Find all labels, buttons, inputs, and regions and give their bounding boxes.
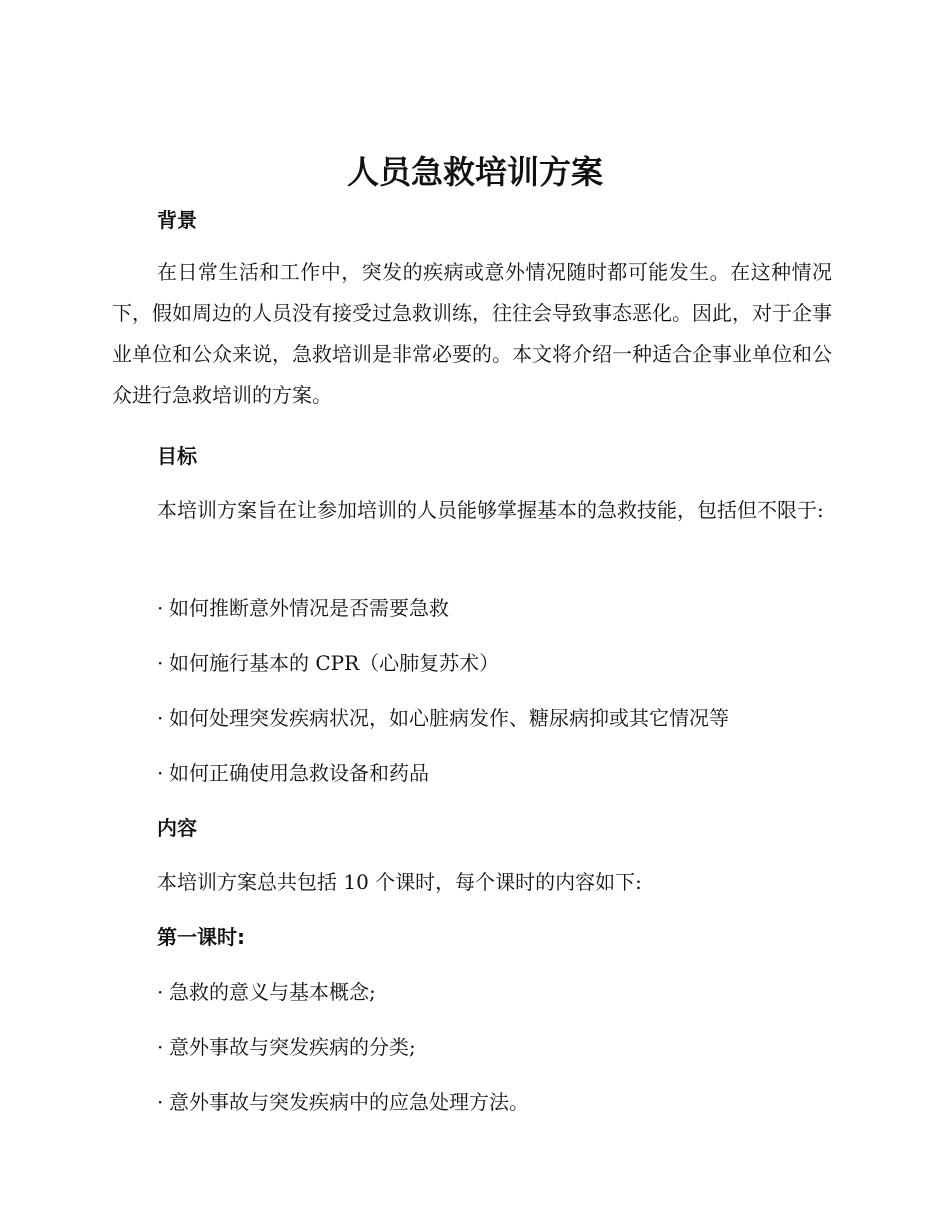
- lesson-bullet-item: [157, 978, 376, 1006]
- bullet-dot: ·: [157, 706, 164, 730]
- section-heading-goal: 目标: [157, 444, 197, 468]
- goal-bullet-text: 如何处理突发疾病状况，如心脏病发作、糖尿病抑或其它情况等: [169, 706, 729, 730]
- lesson-heading: 第一课时:: [157, 925, 245, 949]
- bullet-dot: ·: [157, 1035, 164, 1059]
- section-heading-content: 内容: [157, 816, 197, 840]
- bullet-dot: ·: [157, 1090, 164, 1114]
- content-intro: 本培训方案总共包括 10 个课时，每个课时的内容如下:: [157, 870, 642, 894]
- goal-bullet-item: [157, 594, 449, 622]
- bullet-dot: ·: [157, 761, 164, 785]
- background-paragraph: 在日常生活和工作中，突发的疾病或意外情况随时都可能发生。在这种情况下，假如周边的人员没有接受过急救训练，往往会导致事态恶化。因此，对于企事业单位和公众来说，急救培训是非常必要的。本文将介绍一种适合企事业单位和公众进行急救培训的方案。: [112, 260, 832, 407]
- lesson-bullet-text: 急救的意义与基本概念;: [169, 980, 376, 1004]
- lesson-bullet-item: [157, 1088, 529, 1116]
- bullet-dot: ·: [157, 980, 164, 1004]
- lesson-bullet-text: 意外事故与突发疾病的分类;: [169, 1035, 416, 1059]
- lesson-bullet-item: [157, 1033, 416, 1061]
- section-heading-background: 背景: [157, 208, 197, 232]
- document-title: 人员急救培训方案: [346, 153, 603, 191]
- goal-bullet-text: 如何正确使用急救设备和药品: [169, 761, 429, 785]
- goal-bullet-item: [157, 759, 429, 787]
- lesson-bullet-text: 意外事故与突发疾病中的应急处理方法。: [169, 1090, 529, 1114]
- goal-bullet-text: 如何施行基本的 CPR（心肺复苏术）: [169, 651, 500, 675]
- bullet-dot: ·: [157, 596, 164, 620]
- bullet-dot: ·: [157, 651, 164, 675]
- goal-bullet-item: [157, 704, 729, 732]
- goal-paragraph: 本培训方案旨在让参加培训的人员能够掌握基本的急救技能，包括但不限于:: [157, 498, 824, 522]
- goal-bullet-text: 如何推断意外情况是否需要急救: [169, 596, 449, 620]
- goal-bullet-item: [157, 649, 499, 677]
